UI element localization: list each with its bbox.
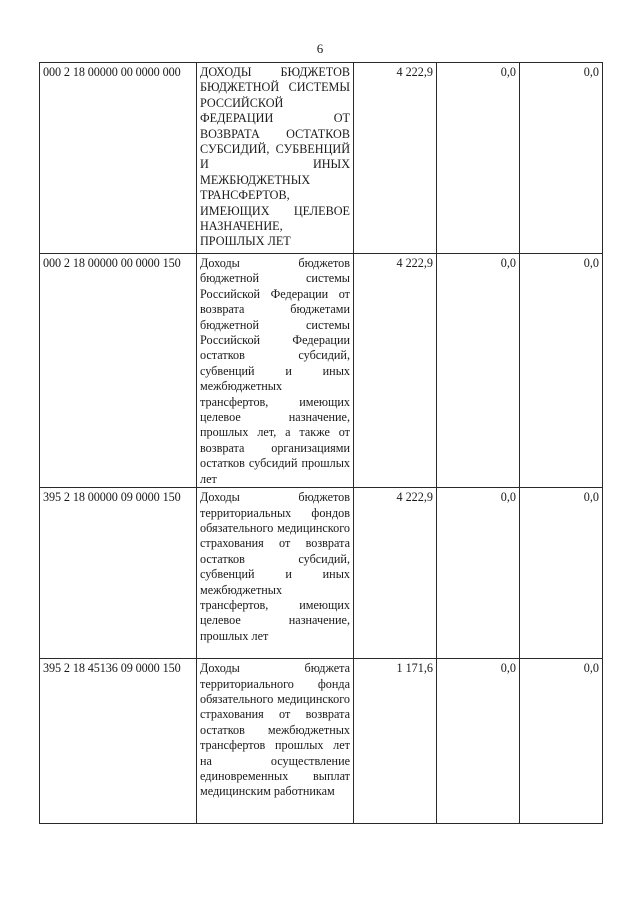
amount-3-cell: 0,0 [520, 659, 603, 824]
budget-code-cell: 395 2 18 00000 09 0000 150 [40, 488, 197, 659]
budget-table [39, 62, 603, 824]
description-cell: Доходы бюджетов бюджетной системы Российской Федерации от возврата бюджетами бюджетной системы Российской Федерации остатков субсидий, субвенций и иных межбюджетных трансфертов, имеющих целевое назначение, прошлых лет, а также от возврата организациями остатков субсидий прошлых лет [197, 254, 354, 488]
amount-2-cell: 0,0 [437, 659, 520, 824]
budget-code-cell: 000 2 18 00000 00 0000 150 [40, 254, 197, 488]
table-row [40, 659, 603, 824]
amount-1-cell: 4 222,9 [354, 63, 437, 254]
page-number: 6 [316, 41, 324, 56]
description-cell: Доходы бюджетов территориальных фондов обязательного медицинского страхования от возврата остатков субсидий, субвенций и иных межбюджетных трансфертов, имеющих целевое назначение, прошлых лет [197, 488, 354, 659]
budget-code-cell: 000 2 18 00000 00 0000 000 [40, 63, 197, 254]
table-row [40, 488, 603, 659]
amount-3-cell: 0,0 [520, 254, 603, 488]
amount-1-cell: 4 222,9 [354, 488, 437, 659]
amount-1-cell: 4 222,9 [354, 254, 437, 488]
description-cell: ДОХОДЫ БЮДЖЕТОВ БЮДЖЕТНОЙ СИСТЕМЫ РОССИЙСКОЙ ФЕДЕРАЦИИ ОТ ВОЗВРАТА ОСТАТКОВ СУБСИДИЙ, СУБВЕНЦИЙ И ИНЫХ МЕЖБЮДЖЕТНЫХ ТРАНСФЕРТОВ, ИМЕЮЩИХ ЦЕЛЕВОЕ НАЗНАЧЕНИЕ, ПРОШЛЫХ ЛЕТ [197, 63, 354, 254]
amount-3-cell: 0,0 [520, 488, 603, 659]
amount-2-cell: 0,0 [437, 254, 520, 488]
description-cell: Доходы бюджета территориального фонда обязательного медицинского страхования от возврата остатков межбюджетных трансфертов прошлых лет на осуществление единовременных выплат медицинским работникам [197, 659, 354, 824]
budget-code-cell: 395 2 18 45136 09 0000 150 [40, 659, 197, 824]
amount-2-cell: 0,0 [437, 63, 520, 254]
amount-3-cell: 0,0 [520, 63, 603, 254]
table-row [40, 254, 603, 488]
table-row [40, 63, 603, 254]
amount-1-cell: 1 171,6 [354, 659, 437, 824]
amount-2-cell: 0,0 [437, 488, 520, 659]
